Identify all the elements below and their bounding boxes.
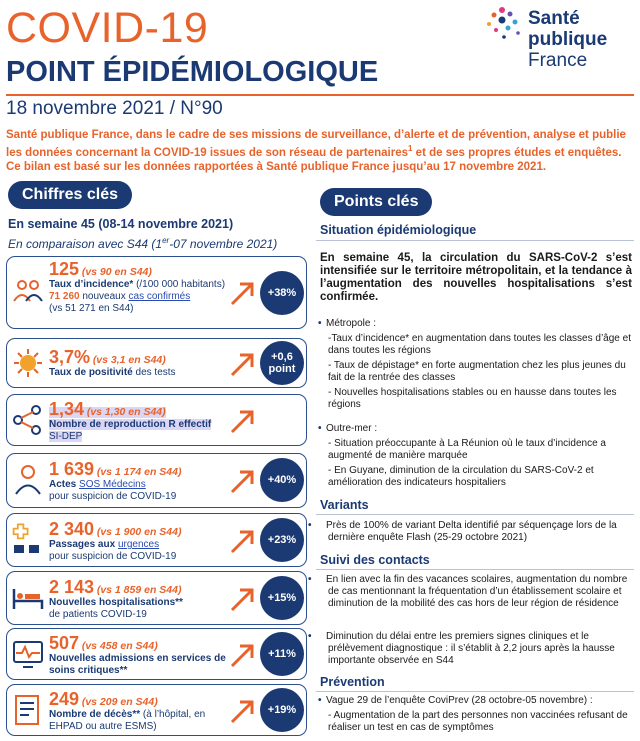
card1-badge: +38% bbox=[260, 271, 304, 315]
cas-confirmes-link[interactable]: cas confirmés bbox=[128, 291, 191, 302]
trend-up-arrow-icon bbox=[229, 279, 257, 307]
card7-compare: (vs 458 en S44) bbox=[81, 640, 158, 652]
virus-icon bbox=[11, 346, 45, 380]
spf-logo-dots-icon bbox=[480, 6, 526, 56]
card5-value: 2 340 bbox=[49, 519, 95, 539]
metropole-label: Métropole : bbox=[326, 318, 377, 329]
bullet-icon: • bbox=[318, 318, 322, 329]
trend-up-arrow-icon bbox=[229, 350, 257, 378]
prevention-text-1: Vague 29 de l’enquête CoviPrev (28 octobre-05 novembre) : bbox=[326, 695, 593, 706]
card3-compare: (vs 1,30 en S44) bbox=[86, 406, 166, 418]
trend-up-arrow-icon bbox=[229, 467, 257, 495]
situation-paragraph: En semaine 45, la circulation du SARS-CoV-2 s’est intensifiée sur le territoire métropolitain, et la tendance à l’augmentation des nouvelles hospitalisations s’est confirmée. bbox=[320, 252, 632, 303]
header-divider bbox=[6, 94, 634, 96]
card5-badge: +23% bbox=[260, 518, 304, 562]
kpi-card-deces bbox=[6, 684, 307, 736]
card5-label: Passages aux bbox=[49, 539, 116, 550]
prevention-block bbox=[318, 695, 634, 734]
network-icon bbox=[11, 403, 45, 437]
card6-label-suffix: de patients COVID-19 bbox=[49, 609, 147, 620]
card1-sub-text-b: (vs 51 271 en S44) bbox=[49, 303, 134, 314]
intro-text-b: et de ses propres études et enquêtes. Ce bilan est basé sur les données rapportées à Santé publique France jusqu’au 17 novembre 2021. bbox=[6, 146, 622, 173]
intro-sup: 1 bbox=[408, 144, 413, 153]
card5-compare: (vs 1 900 en S44) bbox=[96, 526, 182, 538]
card2-compare: (vs 3,1 en S44) bbox=[92, 354, 166, 366]
sos-medecins-link[interactable]: SOS Médecins bbox=[79, 479, 146, 490]
hospital-bed-icon bbox=[11, 581, 45, 615]
logo-line3: France bbox=[528, 50, 588, 71]
bullet-icon: • bbox=[308, 520, 312, 531]
card3-value: 1,34 bbox=[49, 399, 85, 419]
kpi-card-positivite bbox=[6, 338, 307, 388]
outremer-label: Outre-mer : bbox=[326, 423, 378, 434]
card8-value: 249 bbox=[49, 689, 80, 709]
comparison-b: -07 novembre 2021) bbox=[169, 237, 278, 251]
comparison-a: En comparaison avec S44 (1 bbox=[8, 237, 163, 251]
monitor-icon bbox=[11, 637, 45, 671]
card1-compare: (vs 90 en S44) bbox=[81, 266, 152, 278]
urgences-link[interactable]: urgences bbox=[117, 539, 160, 550]
spf-logo bbox=[480, 6, 630, 76]
kpi-card-reproduction bbox=[6, 394, 307, 446]
section-divider bbox=[316, 569, 634, 570]
metropole-item-3: - Nouvelles hospitalisations stables ou en hausse dans toutes les régions bbox=[328, 387, 617, 410]
contacts-item-1 bbox=[308, 574, 634, 610]
bullet-icon: • bbox=[318, 695, 322, 706]
trend-up-arrow-icon bbox=[229, 585, 257, 613]
card1-label-suffix: (/100 000 habitants) bbox=[133, 279, 226, 290]
prevention-text-2: - Augmentation de la part des personnes non vaccinées refusant de réaliser un test en cas de symptômes bbox=[328, 710, 628, 733]
chiffres-cles-heading: Chiffres clés bbox=[8, 181, 132, 209]
card6-value: 2 143 bbox=[49, 577, 95, 597]
outremer-block bbox=[318, 423, 634, 489]
card8-badge: +19% bbox=[260, 688, 304, 732]
certificate-icon bbox=[11, 693, 45, 727]
points-cles-heading: Points clés bbox=[320, 188, 432, 216]
card2-value: 3,7% bbox=[49, 347, 91, 367]
trend-up-arrow-icon bbox=[229, 527, 257, 555]
section-divider bbox=[316, 514, 634, 515]
comparison-label bbox=[8, 236, 277, 251]
card5-label-suffix: pour suspicion de COVID-19 bbox=[49, 551, 177, 562]
contacts-item-2 bbox=[308, 631, 634, 667]
card1-sub-text-a: nouveaux bbox=[79, 291, 129, 302]
doctor-icon bbox=[11, 463, 45, 497]
metropole-item-2: - Taux de dépistage* en forte augmentation chez les plus jeunes du fait de la rentrée des classes bbox=[328, 360, 626, 383]
metropole-item-1: -Taux d’incidence* en augmentation dans toutes les classes d’âge et dans toutes les régions bbox=[328, 333, 631, 356]
trend-up-arrow-icon bbox=[229, 641, 257, 669]
people-icon bbox=[11, 275, 45, 309]
intro-text-a: Santé publique France, dans le cadre de ses missions de surveillance, d’alerte et de prévention, analyse et publie les données concernant la COVID-19 issues de son réseau de partenaires bbox=[6, 129, 626, 159]
report-date: 18 novembre 2021 / N°90 bbox=[6, 98, 223, 119]
card2-badge-a: +0,6 bbox=[271, 351, 293, 363]
logo-line2: publique bbox=[528, 29, 608, 50]
section-situation: Situation épidémiologique bbox=[320, 223, 477, 237]
card4-label-suffix: pour suspicion de COVID-19 bbox=[49, 491, 177, 502]
contacts-text-2: Diminution du délai entre les premiers signes cliniques et le prélèvement diagnostique : il s’établit à 2,2 jours après la hausse importante observée en S44 bbox=[326, 631, 615, 666]
report-title: COVID-19 bbox=[6, 4, 209, 52]
section-variants: Variants bbox=[320, 498, 369, 512]
bullet-icon: • bbox=[308, 574, 312, 585]
card3-label: Nombre de reproduction R effectif bbox=[49, 419, 212, 430]
card4-badge: +40% bbox=[260, 458, 304, 502]
card1-label: Taux d’incidence* bbox=[49, 279, 134, 290]
card1-sub-value: 71 260 bbox=[49, 291, 80, 302]
bullet-icon: • bbox=[318, 423, 322, 434]
kpi-card-sos-medecins bbox=[6, 453, 307, 508]
card8-compare: (vs 209 en S44) bbox=[81, 696, 158, 708]
card1-value: 125 bbox=[49, 259, 80, 279]
card2-label: Taux de positivité bbox=[49, 367, 133, 378]
card2-badge-b: point bbox=[268, 363, 296, 375]
section-divider bbox=[316, 240, 634, 241]
section-prevention: Prévention bbox=[320, 675, 385, 689]
kpi-card-incidence bbox=[6, 256, 307, 329]
card4-compare: (vs 1 174 en S44) bbox=[96, 466, 182, 478]
comparison-sup: er bbox=[162, 236, 170, 245]
card8-label: Nombre de décès** bbox=[49, 709, 141, 720]
card4-value: 1 639 bbox=[49, 459, 95, 479]
section-divider bbox=[316, 691, 634, 692]
kpi-card-soins-critiques bbox=[6, 628, 307, 680]
metropole-block bbox=[318, 318, 634, 411]
card3-label-suffix: SI-DEP bbox=[49, 431, 83, 442]
kpi-card-urgences bbox=[6, 513, 307, 567]
bullet-icon: • bbox=[308, 631, 312, 642]
contacts-text-1: En lien avec la fin des vacances scolaires, augmentation du nombre de cas mentionnant la fréquentation d’un établissement scolaire et diminution de la mobilité des cas hors de leur région de résidence bbox=[326, 574, 628, 609]
emergency-icon bbox=[11, 523, 45, 557]
logo-line1: Santé bbox=[528, 8, 580, 29]
outremer-item-1: - Situation préoccupante à La Réunion où le taux d’incidence a augmenté de manière marquée bbox=[328, 438, 606, 461]
variants-item bbox=[308, 520, 634, 544]
trend-up-arrow-icon bbox=[229, 697, 257, 725]
week-label: En semaine 45 (08-14 novembre 2021) bbox=[8, 217, 234, 231]
card6-badge: +15% bbox=[260, 576, 304, 620]
card7-label: Nouvelles admissions en services de soins critiques** bbox=[49, 653, 226, 676]
card8-label-suffix: (à l’hôpital, en EHPAD ou autre ESMS) bbox=[49, 709, 206, 732]
card7-value: 507 bbox=[49, 633, 80, 653]
kpi-card-hospitalisations bbox=[6, 571, 307, 625]
card6-compare: (vs 1 859 en S44) bbox=[96, 584, 182, 596]
card7-badge: +11% bbox=[260, 632, 304, 676]
report-subtitle: POINT ÉPIDÉMIOLOGIQUE bbox=[6, 56, 379, 88]
card6-label: Nouvelles hospitalisations** bbox=[49, 597, 183, 608]
card2-badge bbox=[260, 341, 304, 385]
card4-label: Actes bbox=[49, 479, 77, 490]
card2-label-suffix: des tests bbox=[132, 367, 176, 378]
trend-up-arrow-icon bbox=[229, 407, 257, 435]
variants-text: Près de 100% de variant Delta identifié par séquençage lors de la dernière enquête Flash (25-29 octobre 2021) bbox=[326, 520, 617, 543]
section-contacts: Suivi des contacts bbox=[320, 553, 430, 567]
outremer-item-2: - En Guyane, diminution de la circulation du SARS-CoV-2 et amélioration des indicateurs hospitaliers bbox=[328, 465, 594, 488]
intro-paragraph bbox=[6, 128, 634, 174]
